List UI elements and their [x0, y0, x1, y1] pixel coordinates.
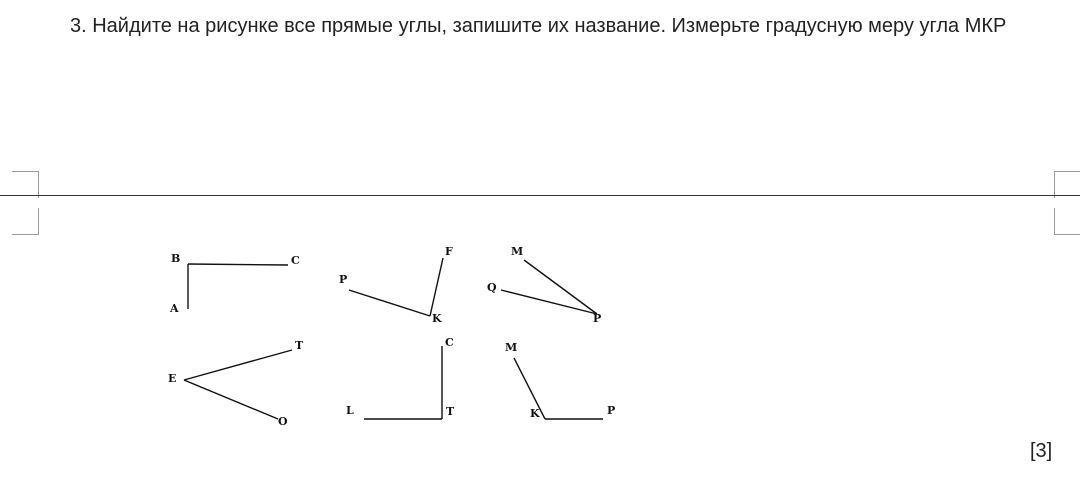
label-p-vertex: P [593, 312, 602, 325]
ray-pm [524, 260, 597, 314]
label-o: O [278, 415, 288, 428]
label-b: B [171, 252, 181, 265]
label-e: E [168, 372, 177, 385]
label-m: M [511, 245, 524, 258]
label-k: K [432, 312, 442, 325]
label-q: Q [487, 281, 497, 294]
label-k2: K [530, 407, 540, 420]
angle-abc [169, 252, 300, 315]
task-text: 3. Найдите на рисунке все прямые углы, запишите их название. Измерьте градусную меру угла МКР [70, 15, 1007, 37]
score-mark: [3] [1030, 440, 1053, 462]
label-l: L [346, 404, 354, 417]
angle-teo [168, 339, 304, 428]
label-p2: P [607, 404, 616, 417]
ray-kf [430, 258, 443, 316]
angle-mpq [487, 245, 601, 325]
label-p: P [339, 273, 348, 286]
ray-eo [184, 380, 278, 419]
label-t2: T [446, 405, 455, 418]
label-m2: M [505, 341, 518, 354]
ray-bc [188, 264, 288, 265]
ray-et [184, 350, 292, 380]
label-c: C [291, 254, 300, 267]
angle-ltc [346, 336, 455, 419]
label-a: A [170, 302, 179, 315]
angle-pkf [339, 245, 453, 325]
label-f: F [445, 245, 453, 258]
angle-mkp [505, 341, 615, 420]
ray-kp [349, 290, 430, 316]
ray-pq [501, 290, 597, 314]
label-t: T [295, 339, 304, 352]
label-c2: C [445, 336, 454, 349]
